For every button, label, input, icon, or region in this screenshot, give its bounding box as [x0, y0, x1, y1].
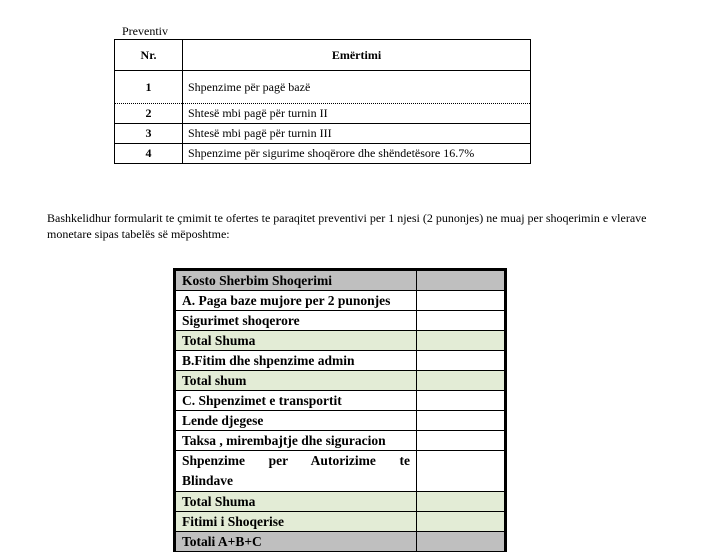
kosto-value-cell: [417, 271, 505, 291]
row-nr: 3: [115, 124, 183, 144]
row-name: Shtesë mbi pagë për turnin III: [183, 124, 531, 144]
row-name: Shpenzime për pagë bazë: [183, 71, 531, 104]
kosto-item: Sigurimet shoqerore: [176, 311, 417, 331]
kosto-item: Total Shuma: [176, 331, 417, 351]
kosto-item: C. Shpenzimet e transportit: [176, 391, 417, 411]
row-name: Shpenzime për sigurime shoqërore dhe shëndetësore 16.7%: [183, 144, 531, 164]
preventiv-label: Preventiv: [122, 24, 168, 38]
table-row: [176, 371, 505, 391]
kosto-value-cell: [417, 371, 505, 391]
kosto-item: B.Fitim dhe shpenzime admin: [176, 351, 417, 371]
kosto-value-cell: [417, 451, 505, 492]
table-row: [176, 492, 505, 512]
table-row: [176, 512, 505, 532]
kosto-total: Totali A+B+C: [176, 532, 417, 552]
kosto-value-cell: [417, 431, 505, 451]
table-row: [176, 532, 505, 552]
table-row: [176, 291, 505, 311]
kosto-item: Total shum: [176, 371, 417, 391]
table-row: [115, 104, 531, 124]
kosto-item: Taksa , mirembajtje dhe siguracion: [176, 431, 417, 451]
kosto-value-cell: [417, 291, 505, 311]
table-row: [176, 431, 505, 451]
header-nr: Nr.: [115, 40, 183, 71]
header-emertimi: Emërtimi: [183, 40, 531, 71]
row-nr: 2: [115, 104, 183, 124]
row-name: Shtesë mbi pagë për turnin II: [183, 104, 531, 124]
table-row: [115, 124, 531, 144]
table-row: [176, 311, 505, 331]
kosto-item: Total Shuma: [176, 492, 417, 512]
kosto-value-cell: [417, 532, 505, 552]
table-row: [176, 411, 505, 431]
kosto-value-cell: [417, 411, 505, 431]
kosto-item: Lende djegese: [176, 411, 417, 431]
kosto-value-cell: [417, 331, 505, 351]
kosto-item-line1: Shpenzime per Autorizime te: [182, 453, 410, 468]
table-row: [115, 71, 531, 104]
table-row: [176, 451, 505, 492]
kosto-value-cell: [417, 492, 505, 512]
kosto-value-cell: [417, 351, 505, 371]
kosto-table: [175, 270, 505, 552]
kosto-value-cell: [417, 391, 505, 411]
row-nr: 1: [115, 71, 183, 104]
table-row: [176, 351, 505, 371]
kosto-value-cell: [417, 311, 505, 331]
kosto-item: A. Paga baze mujore per 2 punonjes: [176, 291, 417, 311]
kosto-header-row: [176, 271, 505, 291]
kosto-value-cell: [417, 512, 505, 532]
kosto-item-line2: Blindave: [182, 473, 234, 488]
kosto-item: Fitimi i Shoqerise: [176, 512, 417, 532]
table-header-row: [115, 40, 531, 71]
kosto-header: Kosto Sherbim Shoqerimi: [176, 271, 417, 291]
row-nr: 4: [115, 144, 183, 164]
intro-paragraph: Bashkelidhur formularit te çmimit te ofertes te paraqitet preventivi per 1 njesi (2 punonjes) ne muaj per shoqerimin e vlerave monetare sipas tabelës së mëposhtme:: [47, 211, 647, 241]
preventiv-table: [114, 39, 531, 164]
kosto-item: [176, 451, 417, 492]
table-row: [176, 391, 505, 411]
table-row: [176, 331, 505, 351]
table-row: [115, 144, 531, 164]
